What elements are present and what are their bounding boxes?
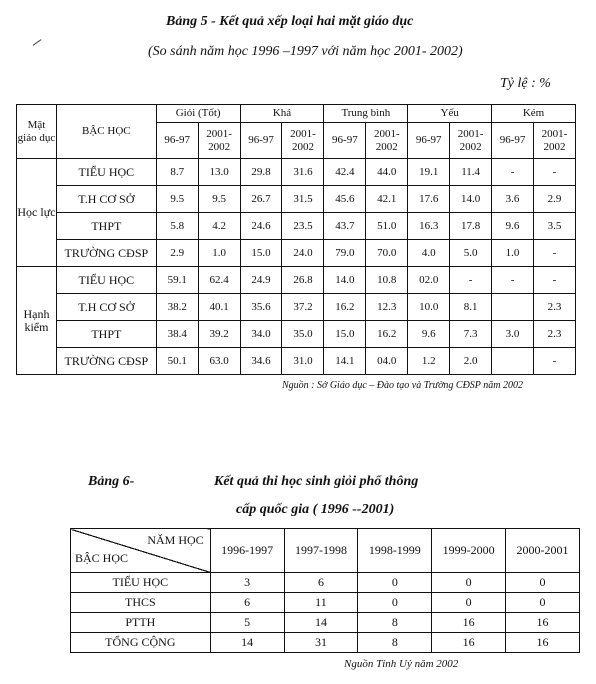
header-subject: Mặt giáo dục [17,105,57,159]
data-cell: 1.0 [198,240,240,267]
data-cell: 16 [432,633,506,653]
header-category: Khá [240,105,324,123]
table-row [17,186,576,213]
data-cell: 14.0 [450,186,492,213]
table6-title-line1: Kết quả thi học sinh giỏi phổ thông [214,474,419,489]
table-row [17,240,576,267]
data-cell [492,348,534,375]
data-cell: 0 [506,593,580,613]
data-cell: 24.9 [240,267,282,294]
level-label: TIỂU HỌC [56,159,156,186]
data-cell: 02.0 [408,267,450,294]
data-cell: 9.6 [408,321,450,348]
data-cell: 0 [358,593,432,613]
data-cell: 31.0 [282,348,324,375]
data-cell: 8.1 [450,294,492,321]
data-cell: 14 [210,633,284,653]
data-cell: 2.9 [156,240,198,267]
data-cell: 51.0 [366,213,408,240]
data-cell: 17.6 [408,186,450,213]
data-cell: 35.6 [240,294,282,321]
data-cell: 5.8 [156,213,198,240]
data-cell: 40.1 [198,294,240,321]
data-cell: 9.5 [156,186,198,213]
data-cell: 7.3 [450,321,492,348]
data-cell: 11 [284,593,358,613]
data-cell: - [450,267,492,294]
table6-label: Bảng 6- [88,474,135,489]
data-cell: 50.1 [156,348,198,375]
data-cell: 1.0 [492,240,534,267]
data-cell: 15.0 [324,321,366,348]
table-row [17,321,576,348]
data-cell: 16 [506,633,580,653]
data-cell: 3.5 [534,213,576,240]
data-cell: 11.4 [450,159,492,186]
data-cell: 15.0 [240,240,282,267]
table-row [71,613,580,633]
header-year: 2001-2002 [282,123,324,159]
data-cell: 6 [284,573,358,593]
data-cell: 6 [210,593,284,613]
header-category: Giỏi (Tốt) [156,105,240,123]
level-label: PTTH [71,613,211,633]
data-cell: 4.2 [198,213,240,240]
data-cell: 39.2 [198,321,240,348]
data-cell: 14 [284,613,358,633]
data-cell: 63.0 [198,348,240,375]
data-cell: 8.7 [156,159,198,186]
data-cell: 0 [432,593,506,613]
data-cell: 70.0 [366,240,408,267]
year-header: 1996-1997 [210,529,284,573]
year-header: 2000-2001 [506,529,580,573]
level-label: THPT [56,213,156,240]
table5-title: Bảng 5 - Kết quả xếp loại hai mặt giáo dục [166,14,414,29]
level-label: TRƯỜNG CĐSP [56,240,156,267]
year-header: 1997-1998 [284,529,358,573]
corner-level-label: BẬC HỌC [75,551,129,565]
data-cell: 44.0 [366,159,408,186]
data-cell: 29.8 [240,159,282,186]
data-cell: 38.4 [156,321,198,348]
data-cell: 5.0 [450,240,492,267]
header-category: Kém [492,105,576,123]
data-cell: 5 [210,613,284,633]
data-cell: 0 [432,573,506,593]
data-cell: 14.0 [324,267,366,294]
data-cell: 9.6 [492,213,534,240]
table-row [17,348,576,375]
data-cell: - [534,348,576,375]
level-label: TRƯỜNG CĐSP [56,348,156,375]
level-label: THCS [71,593,211,613]
table-row [17,267,576,294]
data-cell: 14.1 [324,348,366,375]
table5-subtitle: (So sánh năm học 1996 –1997 với năm học 2001- 2002) [148,44,463,59]
header-year: 96-97 [240,123,282,159]
data-cell: 10.0 [408,294,450,321]
data-cell: 43.7 [324,213,366,240]
table6-title-line2: cấp quốc gia ( 1996 --2001) [236,502,395,517]
data-cell: 34.6 [240,348,282,375]
table5 [16,104,576,375]
data-cell: 16.2 [366,321,408,348]
data-cell: 10.8 [366,267,408,294]
data-cell: 24.6 [240,213,282,240]
data-cell: 9.5 [198,186,240,213]
table5-source: Nguồn : Sở Giáo dục – Đào tạo và Trường CĐSP năm 2002 [282,380,523,391]
data-cell: 04.0 [366,348,408,375]
data-cell: 42.4 [324,159,366,186]
group-label: Hạnh kiểm [17,267,57,375]
data-cell: 16.2 [324,294,366,321]
data-cell: 31.6 [282,159,324,186]
data-cell: - [534,240,576,267]
pen-mark [33,39,42,46]
data-cell: 79.0 [324,240,366,267]
data-cell: 3 [210,573,284,593]
level-label: T.H CƠ SỞ [56,186,156,213]
level-label: THPT [56,321,156,348]
data-cell: 31.5 [282,186,324,213]
header-year: 2001-2002 [366,123,408,159]
data-cell: 23.5 [282,213,324,240]
data-cell: 2.3 [534,294,576,321]
data-cell: 3.6 [492,186,534,213]
data-cell: 8 [358,613,432,633]
data-cell: 2.3 [534,321,576,348]
data-cell: 42.1 [366,186,408,213]
group-label: Học lực [17,159,57,267]
data-cell: 8 [358,633,432,653]
data-cell: 0 [358,573,432,593]
data-cell: 31 [284,633,358,653]
data-cell: 59.1 [156,267,198,294]
data-cell: 19.1 [408,159,450,186]
data-cell: 16.3 [408,213,450,240]
header-year: 2001-2002 [534,123,576,159]
data-cell: 1.2 [408,348,450,375]
corner-header [71,529,211,573]
data-cell: 3.0 [492,321,534,348]
data-cell: 34.0 [240,321,282,348]
corner-year-label: NĂM HỌC [147,533,204,547]
data-cell: 35.0 [282,321,324,348]
year-header: 1999-2000 [432,529,506,573]
header-level: BẬC HỌC [56,105,156,159]
level-label: TỔNG CỘNG [71,633,211,653]
header-category: Yếu [408,105,492,123]
data-cell: 13.0 [198,159,240,186]
table-row [17,159,576,186]
data-cell: - [534,267,576,294]
data-cell: 12.3 [366,294,408,321]
table5-unit: Tỷ lệ : % [500,76,551,91]
data-cell: - [492,159,534,186]
data-cell: 38.2 [156,294,198,321]
header-year: 96-97 [408,123,450,159]
data-cell: 2.9 [534,186,576,213]
data-cell: - [534,159,576,186]
level-label: TIỂU HỌC [56,267,156,294]
header-year: 96-97 [324,123,366,159]
data-cell: 45.6 [324,186,366,213]
table-row [71,633,580,653]
data-cell: 62.4 [198,267,240,294]
data-cell [492,294,534,321]
table6-source: Nguồn Tỉnh Uỷ năm 2002 [344,658,459,670]
data-cell: 26.8 [282,267,324,294]
table-row [71,573,580,593]
header-year: 2001-2002 [198,123,240,159]
table-row [17,213,576,240]
table-row [17,294,576,321]
data-cell: 0 [506,573,580,593]
header-year: 96-97 [492,123,534,159]
table-row [71,593,580,613]
header-year: 96-97 [156,123,198,159]
data-cell: 26.7 [240,186,282,213]
data-cell: - [492,267,534,294]
data-cell: 2.0 [450,348,492,375]
header-year: 2001-2002 [450,123,492,159]
data-cell: 24.0 [282,240,324,267]
data-cell: 4.0 [408,240,450,267]
data-cell: 16 [432,613,506,633]
year-header: 1998-1999 [358,529,432,573]
header-category: Trung bình [324,105,408,123]
table6 [70,528,580,653]
data-cell: 16 [506,613,580,633]
data-cell: 17.8 [450,213,492,240]
level-label: T.H CƠ SỞ [56,294,156,321]
level-label: TIỂU HỌC [71,573,211,593]
data-cell: 37.2 [282,294,324,321]
